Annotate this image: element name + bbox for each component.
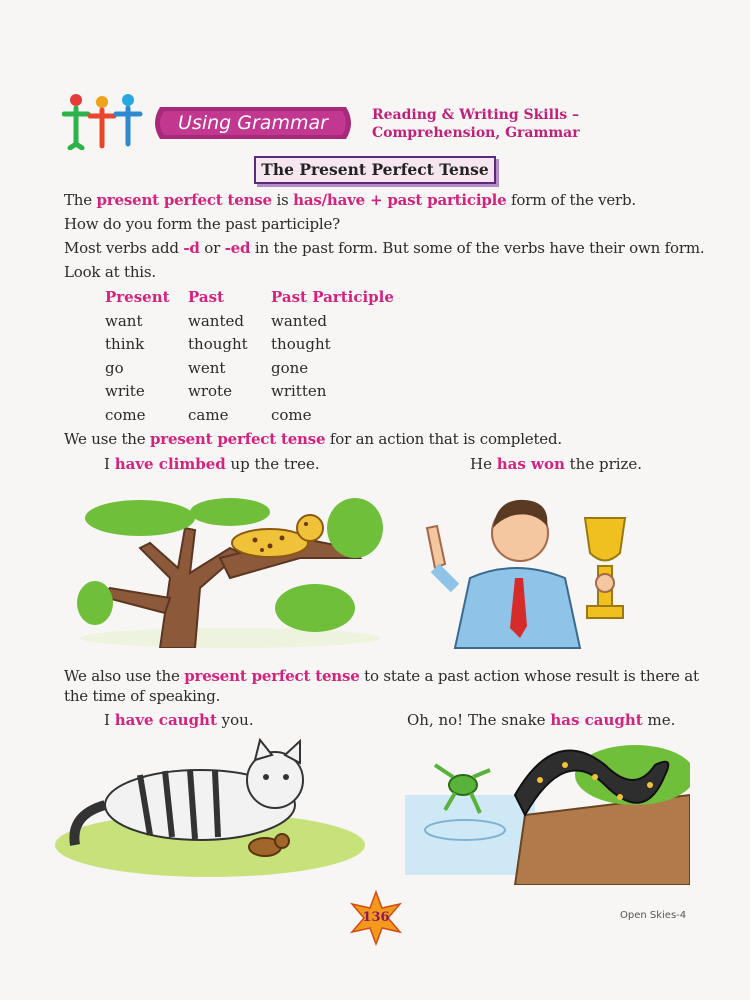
text: to state a past action whose result is there at [359,667,699,685]
intro-line-2: How do you form the past participle? [64,215,341,233]
table-header-past: Past [188,288,224,306]
highlight: has caught [550,711,643,729]
text: We use the [64,430,150,448]
intro-line-1 [64,191,636,209]
text: or [199,239,225,257]
usage-line-1 [64,430,562,448]
table-cell: go [105,359,124,377]
table-cell: think [105,335,145,353]
example-caption-1 [104,455,320,473]
text: you. [216,711,254,729]
table-cell: gone [271,359,309,377]
intro-line-3 [64,239,704,257]
banner-title: Using Grammar [178,112,328,134]
text: Oh, no! The snake [407,711,551,729]
text: I [104,711,115,729]
text: me. [642,711,676,729]
skills-line-1: Reading & Writing Skills – [372,107,580,123]
table-cell: want [105,312,143,330]
highlight: -d [183,239,200,257]
text: form of the verb. [506,191,636,209]
text: I [104,455,115,473]
intro-line-4: Look at this. [64,263,156,281]
highlight: have climbed [114,455,226,473]
example-caption-2 [470,455,642,473]
highlight: have caught [114,711,217,729]
highlight: present perfect tense [184,667,360,685]
highlight: has won [496,455,565,473]
text: Most verbs add [64,239,184,257]
table-cell: wanted [188,312,244,330]
text: the prize. [564,455,643,473]
highlight: present perfect tense [96,191,272,209]
table-header-present: Present [105,288,170,306]
table-cell: come [271,406,312,424]
table-cell: written [271,382,327,400]
table-cell: wrote [188,382,232,400]
highlight: present perfect tense [149,430,326,448]
text: up the tree. [225,455,320,473]
page-number: 136 [362,910,390,925]
snake-frog-illustration [405,735,690,885]
table-cell: write [105,382,145,400]
highlight: -ed [224,239,251,257]
table-cell: came [188,406,229,424]
children-logo-icon [62,92,146,150]
table-cell: thought [271,335,331,353]
usage-line-3: the time of speaking. [64,687,221,705]
boy-trophy-illustration [415,488,645,658]
skills-line-2: Comprehension, Grammar [372,125,580,141]
usage-line-2 [64,667,699,685]
table-cell: went [188,359,226,377]
text: The [64,191,97,209]
skills-heading [372,106,580,142]
book-title: Open Skies-4 [620,910,687,921]
table-header-past-participle: Past Participle [271,288,394,306]
leopard-tree-illustration [70,488,390,648]
table-cell: wanted [271,312,327,330]
text: for an action that is completed. [325,430,562,448]
example-caption-3 [104,711,254,729]
text: is [271,191,294,209]
table-cell: thought [188,335,248,353]
highlight: has/have + past participle [293,191,507,209]
text: He [470,455,497,473]
section-title: The Present Perfect Tense [261,160,489,179]
example-caption-4 [407,711,675,729]
text: in the past form. But some of the verbs have their own form. [250,239,705,257]
cat-mouse-illustration [50,735,370,885]
table-cell: come [105,406,146,424]
text: We also use the [64,667,185,685]
